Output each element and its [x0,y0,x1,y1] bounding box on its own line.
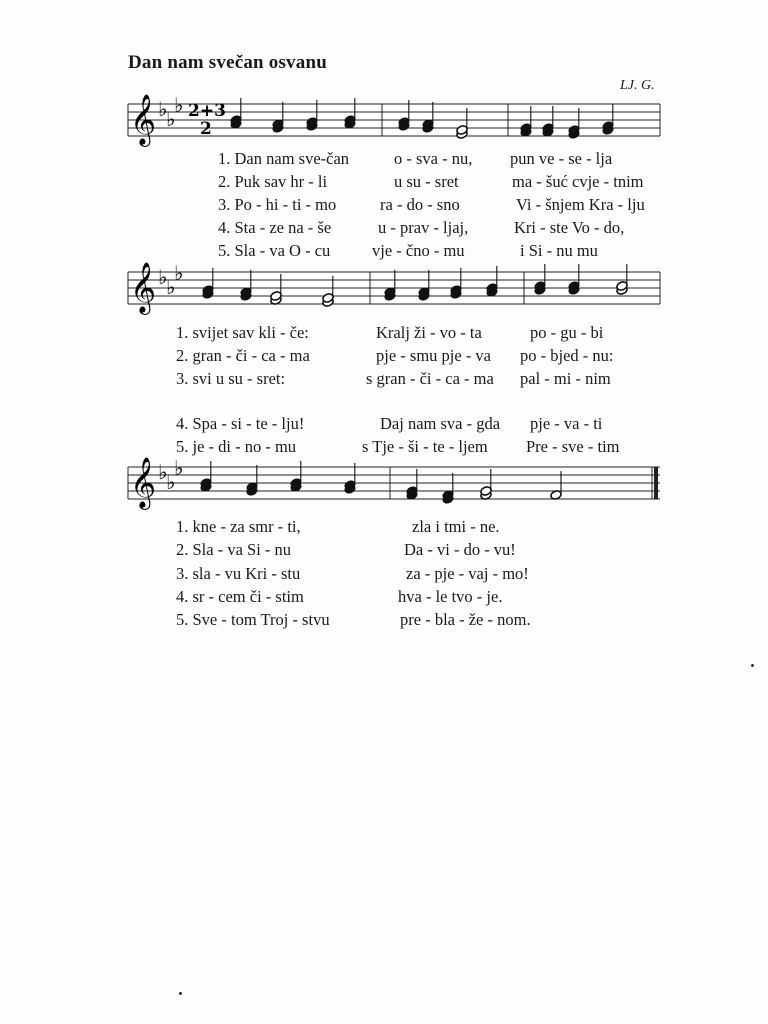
lyric-segment: 3. svi u su - sret: [176,369,286,388]
lyric-segment: hva - le tvo - je. [398,587,503,606]
lyric-segment: Da - vi - do - vu! [404,540,516,559]
lyric-line [0,149,768,171]
scan-speck [179,992,182,995]
lyric-segment: 1. svijet sav kli - če: [176,323,309,342]
lyric-segment: 4. Spa - si - te - lju! [176,414,305,433]
lyric-segment: 4. sr - cem či - stim [176,587,304,606]
lyric-segment: 5. Sla - va O - cu [218,241,331,260]
treble-clef-icon: 𝄞 [130,457,157,508]
composer-credit: LJ. G. [620,78,655,93]
lyric-line [0,346,768,368]
svg-text:♭: ♭ [166,107,176,131]
lyric-segment: 3. sla - vu Kri - stu [176,564,301,583]
lyric-segment: s Tje - ši - te - ljem [362,437,488,456]
lyric-segment: u su - sret [394,172,459,191]
key-signature-flats [158,93,183,131]
svg-text:2: 2 [200,119,212,139]
lyric-segment: 2. gran - či - ca - ma [176,346,310,365]
lyric-segment: 2. Puk sav hr - li [218,172,328,191]
svg-text:♭: ♭ [166,275,176,299]
lyric-segment: ra - do - sno [380,195,460,214]
lyric-segment: o - sva - nu, [394,149,473,168]
lyric-segment: za - pje - vaj - mo! [406,564,529,583]
svg-text:♭: ♭ [174,261,184,285]
lyric-line [0,414,768,436]
lyric-segment: Pre - sve - tim [526,437,620,456]
lyric-segment: Daj nam sva - gda [380,414,501,433]
lyric-segment: Kri - ste Vo - do, [514,218,625,237]
lyric-line [0,587,768,609]
lyric-line [0,564,768,586]
lyric-segment: po - gu - bi [530,323,604,342]
lyric-segment: vje - čno - mu [372,241,465,260]
lyric-segment: 5. Sve - tom Troj - stvu [176,610,330,629]
lyric-segment: u - prav - ljaj, [378,218,469,237]
lyric-line [0,517,768,539]
svg-text:♭: ♭ [158,265,168,289]
svg-text:♭: ♭ [174,456,184,480]
key-signature-flats [158,261,183,299]
treble-clef-icon: 𝄞 [130,94,157,145]
lyric-line [0,369,768,391]
lyric-line [0,540,768,562]
lyric-segment: pje - va - ti [530,414,603,433]
svg-text:♭: ♭ [158,460,168,484]
svg-text:♭: ♭ [158,97,168,121]
key-signature-flats [158,456,183,494]
lyric-segment: zla i tmi - ne. [412,517,500,536]
lyric-segment: s gran - či - ca - ma [366,369,494,388]
lyric-segment: Kralj ži - vo - ta [376,323,482,342]
lyric-segment: pre - bla - že - nom. [400,610,531,629]
lyric-segment: 5. je - di - no - mu [176,437,297,456]
lyric-line [0,610,768,632]
time-signature [188,101,226,139]
lyric-segment: pal - mi - nim [520,369,611,388]
lyric-line [0,241,768,263]
lyric-segment: 1. kne - za smr - ti, [176,517,301,536]
lyric-segment: 2. Sla - va Si - nu [176,540,292,559]
music-staff-1 [128,92,668,152]
lyric-segment: i Si - nu mu [520,241,598,260]
lyric-segment: po - bjed - nu: [520,346,614,365]
lyric-segment: 1. Dan nam sve-čan [218,149,350,168]
svg-text:2+3: 2+3 [188,101,226,121]
svg-text:♭: ♭ [174,93,184,117]
lyric-segment: pje - smu pje - va [376,346,492,365]
lyric-line [0,437,768,459]
lyric-segment: 4. Sta - ze na - še [218,218,332,237]
music-staff-2 [128,260,668,320]
lyric-line [0,195,768,217]
lyric-line [0,323,768,345]
treble-clef-icon: 𝄞 [130,262,157,313]
lyric-line [0,218,768,240]
lyric-segment: pun ve - se - lja [510,149,613,168]
scan-speck [751,664,754,667]
lyric-segment: 3. Po - hi - ti - mo [218,195,337,214]
lyric-segment: Vi - šnjem Kra - lju [516,195,645,214]
lyric-line [0,172,768,194]
music-staff-3 [128,455,668,515]
svg-text:♭: ♭ [166,470,176,494]
song-title: Dan nam svečan osvanu [128,52,327,73]
lyric-segment: ma - šuć cvje - tnim [512,172,644,191]
